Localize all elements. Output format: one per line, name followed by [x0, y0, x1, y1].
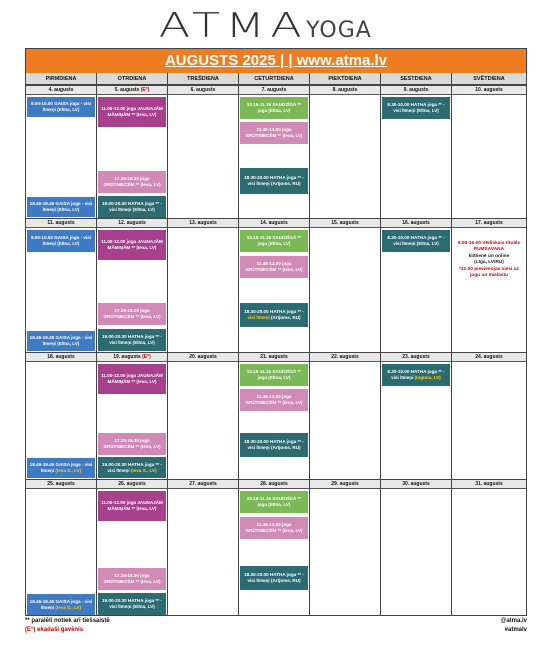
day-header-sat: SESTDIENA	[381, 73, 452, 85]
note-ekadasi: (E°) ekadaši gavēnis	[25, 627, 84, 633]
event-hatha-joga[interactable]: 18.30-20.00 HATHA joga ** - visi līmeņi (Artjoms, RU)	[240, 168, 308, 194]
date-label: 19. augusts (E°)	[97, 353, 167, 362]
day-cell	[97, 353, 168, 479]
date-label: 29. augusts	[310, 480, 380, 489]
date-label: 31. augusts	[452, 480, 526, 489]
day-cell	[452, 219, 526, 352]
event-joga-jaunajam-maminam[interactable]: 11.00-12.00 joga JAUNAJĀM MĀMIŅĀM ** (Ieva, LV)	[98, 97, 166, 127]
day-header-sun: SVĒTDIENA	[452, 73, 526, 85]
event-hatha-joga[interactable]: 8.30-10.00 HATHA joga ** - visi līmeņi (Elīna, LV)	[382, 230, 450, 252]
date-label: 4. augusts	[26, 86, 96, 95]
event-joga-jaunajam-maminam[interactable]: 11.00-12.00 joga JAUNAJĀM MĀMIŅĀM ** (Ieva, LV)	[98, 230, 166, 260]
date-label: 25. augusts	[26, 480, 96, 489]
event-vediskais-rituals[interactable]: 9.00-15.00 Vēdiskais rituāls PUMSAVANA klātienē un online (Līga, LV/RU) *12.00 pievienojas viesi uz jogu un mielastu	[457, 241, 521, 279]
event-hatha-joga[interactable]: 19.00-20.30 HATHA joga ** - visi līmeņi (Elīna, LV)	[98, 593, 166, 615]
footer-social	[500, 617, 527, 635]
day-cell	[168, 480, 239, 616]
event-gaisa-joga[interactable]: 18.45-19.45 GAISA joga - visi līmeņi (Ieva S., LV)	[27, 458, 95, 478]
day-cell	[239, 219, 310, 352]
day-cell	[452, 480, 526, 616]
event-hatha-joga[interactable]: 19.00-20.30 HATHA joga ** - visi līmeņi (Elīna, LV)	[98, 329, 166, 351]
day-header-wed: TREŠDIENA	[168, 73, 239, 85]
date-label: 18. augusts	[26, 353, 96, 362]
month-banner[interactable]: AUGUSTS 2025 | | www.atma.lv	[26, 49, 526, 73]
date-label: 28. augusts	[239, 480, 309, 489]
event-joga-grutniecem[interactable]: 17.15-18.30 joga GRŪTNIECĒM ** (Ieva, LV)	[98, 568, 166, 590]
note-online: ** paralēli notiek arī tiešsaistē	[25, 618, 110, 624]
date-label: 17. augusts	[452, 219, 526, 228]
event-joga-grutniecem[interactable]: 11.45-13.00 joga GRŪTNIECĒM ** (Ieva, LV)	[240, 389, 308, 411]
day-cell	[26, 86, 97, 218]
logo-sub-text: YOGA	[306, 18, 372, 43]
event-joga-grutniecem[interactable]: 11.45-13.00 joga GRŪTNIECĒM ** (Ieva, LV)	[240, 517, 308, 539]
week-1	[26, 85, 526, 218]
ekadasi-mark: (E°)	[140, 87, 150, 93]
day-cell	[452, 86, 526, 218]
date-label: 21. augusts	[239, 353, 309, 362]
date-label: 7. augusts	[239, 86, 309, 95]
event-saudziga-joga[interactable]: 10.15-11.15 SAUDZĪGĀ ** joga (Elīna, LV)	[240, 364, 308, 386]
day-header-thu: CETURTDIENA	[239, 73, 310, 85]
day-cell	[310, 353, 381, 479]
date-label: 22. augusts	[310, 353, 380, 362]
event-hatha-joga[interactable]: 18.30-20.00 HATHA joga ** - visi līmeņi (Artjoms, RU)	[240, 566, 308, 590]
day-cell	[97, 480, 168, 616]
event-saudziga-joga[interactable]: 10.15-11.15 SAUDZĪGĀ ** joga (Elīna, LV)	[240, 230, 308, 252]
day-cell	[310, 219, 381, 352]
day-cell	[26, 353, 97, 479]
event-joga-grutniecem[interactable]: 11.45-13.00 joga GRŪTNIECĒM ** (Ieva, LV)	[240, 256, 308, 278]
date-label: 10. augusts	[452, 86, 526, 95]
day-cell	[97, 219, 168, 352]
day-cell	[310, 86, 381, 218]
atma-yoga-logo	[0, 6, 550, 44]
logo-main-text: ATMA	[158, 6, 308, 46]
day-cell	[239, 353, 310, 479]
event-hatha-joga[interactable]: 18.30-20.00 HATHA joga ** - visi līmeņi (Artjoms, RU)	[240, 303, 308, 327]
event-gaisa-joga[interactable]: 9.00-10.00 GAISA joga - visi līmeņi (Elīna, LV)	[27, 97, 95, 117]
day-cell	[381, 86, 452, 218]
social-handle[interactable]: @atma.lv	[500, 618, 527, 624]
date-label: 8. augusts	[310, 86, 380, 95]
day-header-mon: PIRMDIENA	[26, 73, 97, 85]
event-joga-jaunajam-maminam[interactable]: 11.00-12.00 joga JAUNAJĀM MĀMIŅĀM ** (Ieva, LV)	[98, 491, 166, 521]
day-cell	[310, 480, 381, 616]
event-hatha-joga[interactable]: 8.30-10.00 HATHA joga ** - visi līmeņi (Elīna, LV)	[382, 97, 450, 119]
event-joga-grutniecem[interactable]: 17.15-18.30 joga GRŪTNIECĒM ** (Ieva, LV)	[98, 303, 166, 325]
date-label: 9. augusts	[381, 86, 451, 95]
event-gaisa-joga[interactable]: 18.45-19.45 GAISA joga - visi līmeņi (Ieva S., LV)	[27, 594, 95, 615]
week-2	[26, 218, 526, 352]
date-label: 11. augusts	[26, 219, 96, 228]
event-hatha-joga[interactable]: 18.30-20.00 HATHA joga ** - visi līmeņi (Artjoms, RU)	[240, 433, 308, 457]
event-gaisa-joga[interactable]: 9.00-10.00 GAISA joga - visi līmeņi (Elīna, LV)	[27, 230, 95, 252]
week-4	[26, 479, 526, 616]
event-saudziga-joga[interactable]: 10.15-11.15 SAUDZĪGĀ ** joga (Elīna, LV)	[240, 491, 308, 513]
date-label: 20. augusts	[168, 353, 238, 362]
day-cell	[239, 480, 310, 616]
day-cell	[381, 353, 452, 479]
day-cell	[381, 219, 452, 352]
event-saudziga-joga[interactable]: 10.15-11.15 SAUDZĪGĀ ** joga (Elīna, LV)	[240, 97, 308, 119]
day-cell	[168, 353, 239, 479]
event-joga-grutniecem[interactable]: 17.15-18.30 joga GRŪTNIECĒM ** (Ieva, LV)	[98, 433, 166, 455]
date-label: 26. augusts	[97, 480, 167, 489]
day-cell	[239, 86, 310, 218]
event-joga-jaunajam-maminam[interactable]: 11.00-12.00 joga JAUNAJĀM MĀMIŅĀM ** (Ieva, LV)	[98, 364, 166, 394]
event-hatha-joga[interactable]: 19.00-20.30 HATHA joga ** - visi līmeņi (Elīna, LV)	[98, 196, 166, 218]
date-label: 24. augusts	[452, 353, 526, 362]
day-cell	[168, 86, 239, 218]
date-label: 15. augusts	[310, 219, 380, 228]
date-label: 12. augusts	[97, 219, 167, 228]
social-hashtag[interactable]: #atmalv	[504, 627, 527, 633]
date-label: 14. augusts	[239, 219, 309, 228]
date-label: 6. augusts	[168, 86, 238, 95]
day-header-tue: OTRDIENA	[97, 73, 168, 85]
event-joga-grutniecem[interactable]: 17.15-18.30 joga GRŪTNIECĒM ** (Ieva, LV)	[98, 171, 166, 193]
event-gaisa-joga[interactable]: 18.45-19.45 GAISA joga - visi līmeņi (Elīna, LV)	[27, 197, 95, 217]
event-joga-grutniecem[interactable]: 11.45-13.00 joga GRŪTNIECĒM ** (Ieva, LV)	[240, 122, 308, 144]
date-label: 23. augusts	[381, 353, 451, 362]
date-label: 30. augusts	[381, 480, 451, 489]
date-label: 27. augusts	[168, 480, 238, 489]
date-label: 13. augusts	[168, 219, 238, 228]
week-3	[26, 352, 526, 479]
event-gaisa-joga[interactable]: 18.45-19.45 GAISA joga - visi līmeņi (Elīna, LV)	[27, 331, 95, 351]
footer-notes	[25, 617, 110, 635]
event-hatha-joga[interactable]: 8.30-10.00 HATHA joga ** - visi līmeņi (Ingūna, LV)	[382, 364, 450, 386]
day-header-fri: PIEKTDIENA	[310, 73, 381, 85]
date-label: 16. augusts	[381, 219, 451, 228]
calendar	[25, 48, 527, 616]
day-cell	[168, 219, 239, 352]
day-cell	[97, 86, 168, 218]
day-cell	[381, 480, 452, 616]
date-label: 5. augusts (E°)	[97, 86, 167, 95]
day-cell	[452, 353, 526, 479]
day-cell	[26, 480, 97, 616]
ekadasi-mark: (E°)	[142, 354, 151, 360]
event-hatha-joga[interactable]: 19.00-20.30 HATHA joga ** - visi līmeņi (Ieva S., LV)	[98, 457, 166, 478]
day-cell	[26, 219, 97, 352]
